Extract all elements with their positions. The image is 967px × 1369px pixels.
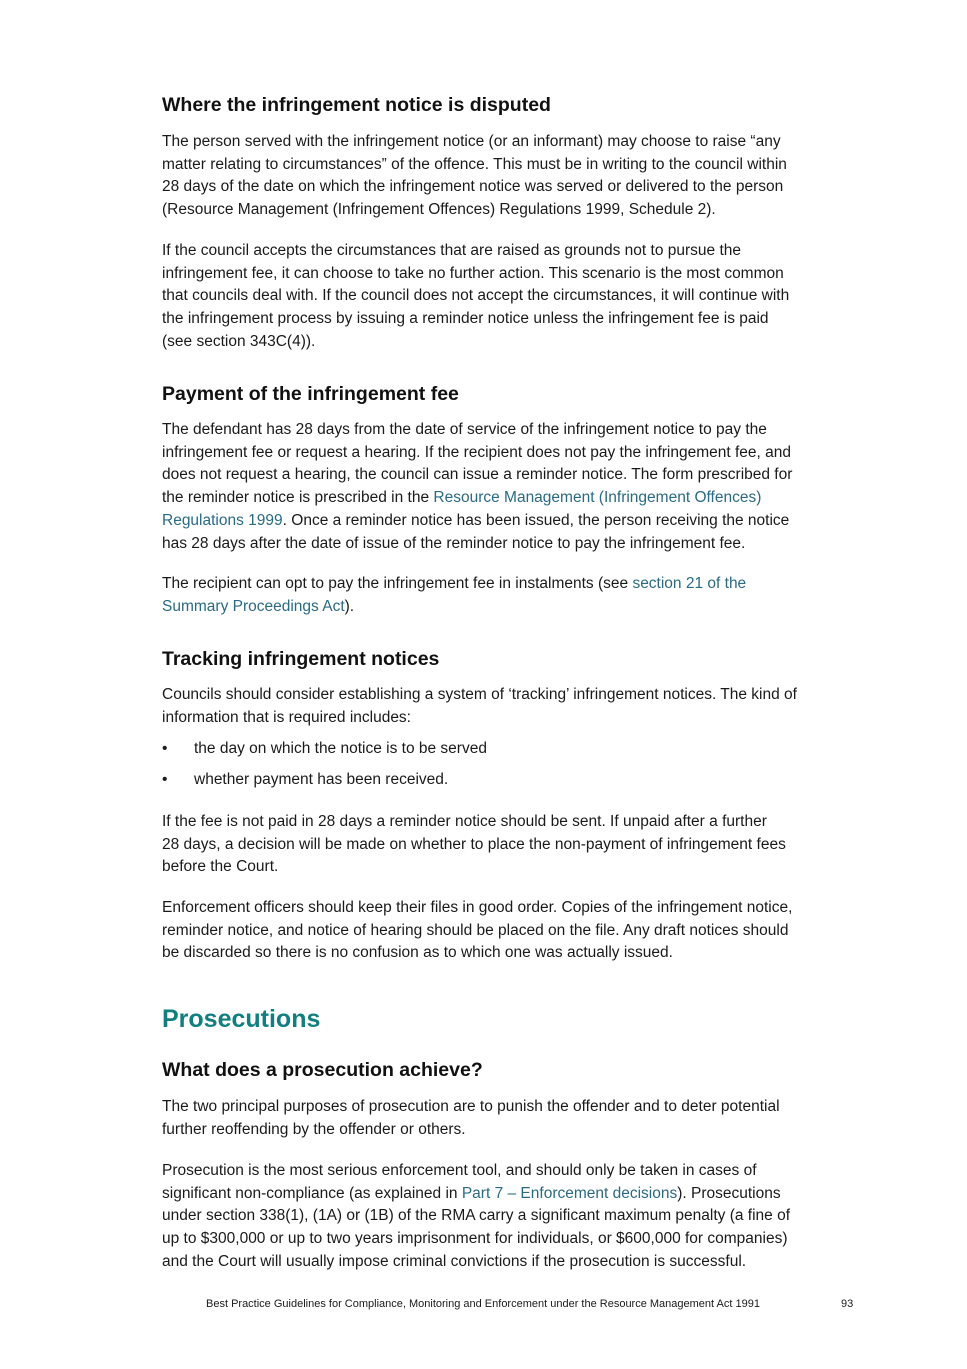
heading-prosecutions: Prosecutions [162, 1005, 321, 1033]
list-item-text: the day on which the notice is to be served [194, 740, 487, 757]
text-line: that councils deal with. If the council does not accept the circumstances, it will continue with [162, 287, 790, 305]
text-line: the infringement process by issuing a reminder notice unless the infringement fee is paid [162, 310, 769, 328]
text-line [162, 487, 852, 510]
paragraph-disputed-1 [162, 131, 852, 222]
text-line: does not request a hearing, the council can issue a reminder notice. The form prescribed for [162, 466, 793, 484]
text-line [162, 573, 852, 596]
text-line: up to $300,000 or up to two years imprisonment for individuals, or $600,000 for companies) [162, 1230, 788, 1248]
paragraph-tracking-2 [162, 811, 852, 879]
text-segment: ). Prosecutions [677, 1184, 781, 1202]
text-line: The defendant has 28 days from the date of service of the infringement notice to pay the [162, 421, 767, 438]
text-line: infringement fee or request a hearing. If the recipient does not pay the infringement fee, and [162, 443, 792, 461]
text-line: (see section 343C(4)). [162, 332, 316, 350]
bullet-icon: • [162, 771, 168, 788]
page-number: 93 [841, 1298, 854, 1310]
link-summary-proceedings-act-cont[interactable]: Summary Proceedings Act [162, 597, 345, 615]
paragraph-tracking-3 [162, 897, 852, 965]
heading-tracking-notices: Tracking infringement notices [162, 648, 440, 670]
text-line: Enforcement officers should keep their files in good order. Copies of the infringement notice, [162, 899, 793, 916]
text-line [162, 1183, 852, 1206]
text-line: If the fee is not paid in 28 days a reminder notice should be sent. If unpaid after a further [162, 813, 767, 830]
text-line: further reoffending by the offender or others. [162, 1120, 466, 1138]
paragraph-disputed-2 [162, 240, 852, 354]
text-line: before the Court. [162, 858, 279, 876]
text-line: The person served with the infringement notice (or an informant) may choose to raise “any [162, 133, 781, 150]
text-line: 28 days of the date on which the infringement notice was served or delivered to the person [162, 178, 784, 196]
link-infringement-regulations-cont[interactable]: Regulations 1999 [162, 511, 283, 529]
text-line: and the Court will usually impose criminal convictions if the prosecution is successful. [162, 1252, 747, 1270]
text-line: If the council accepts the circumstances that are raised as grounds not to pursue the [162, 242, 741, 259]
bullet-icon: • [162, 740, 168, 757]
text-segment: significant non-compliance (as explained in [162, 1184, 462, 1202]
text-segment: . Once a reminder notice has been issued, the person receiving the notice [282, 511, 790, 529]
text-line: Prosecution is the most serious enforcement tool, and should only be taken in cases of [162, 1162, 757, 1179]
heading-infringement-disputed: Where the infringement notice is disputed [162, 94, 551, 116]
link-enforcement-decisions[interactable]: Part 7 – Enforcement decisions [461, 1184, 678, 1202]
text-segment: the reminder notice is prescribed in the [162, 489, 434, 507]
link-summary-proceedings-act[interactable]: section 21 of the [632, 575, 747, 592]
text-line [162, 596, 852, 619]
paragraph-payment-1 [162, 419, 852, 555]
text-line: The two principal purposes of prosecution are to punish the offender and to deter potential [162, 1098, 780, 1115]
text-line: has 28 days after the date of issue of the reminder notice to pay the infringement fee. [162, 534, 746, 552]
paragraph-prosecution-2 [162, 1160, 852, 1274]
text-line: be discarded so there is no confusion as to which one was actually issued. [162, 944, 673, 962]
paragraph-prosecution-1 [162, 1096, 852, 1141]
text-line: 28 days, a decision will be made on whether to place the non-payment of infringement fees [162, 835, 786, 853]
text-line: information that is required includes: [162, 708, 411, 726]
heading-prosecution-achieve: What does a prosecution achieve? [162, 1059, 483, 1081]
text-line: matter relating to circumstances” of the offence. This must be in writing to the council within [162, 155, 787, 173]
heading-payment-fee: Payment of the infringement fee [162, 383, 459, 405]
text-segment: ). [344, 597, 355, 615]
text-segment: The recipient can opt to pay the infringement fee in instalments (see [162, 575, 633, 592]
footer-document-title: Best Practice Guidelines for Compliance, Monitoring and Enforcement under the Resource Management Act 1991 [206, 1298, 760, 1310]
text-line: (Resource Management (Infringement Offences) Regulations 1999, Schedule 2). [162, 201, 716, 219]
text-line: infringement fee, it can choose to take no further action. This scenario is the most common [162, 264, 784, 282]
text-line: under section 338(1), (1A) or (1B) of the RMA carry a significant maximum penalty (a fine of [162, 1207, 791, 1225]
list-item-text: whether payment has been received. [194, 771, 449, 788]
link-infringement-regulations[interactable]: Resource Management (Infringement Offences) [433, 489, 762, 507]
paragraph-payment-2 [162, 573, 852, 618]
paragraph-tracking-intro [162, 684, 852, 729]
text-line: Councils should consider establishing a system of ‘tracking’ infringement notices. The kind of [162, 686, 797, 703]
text-line: reminder notice, and notice of hearing should be placed on the file. Any draft notices should [162, 921, 789, 939]
text-line [162, 510, 852, 533]
